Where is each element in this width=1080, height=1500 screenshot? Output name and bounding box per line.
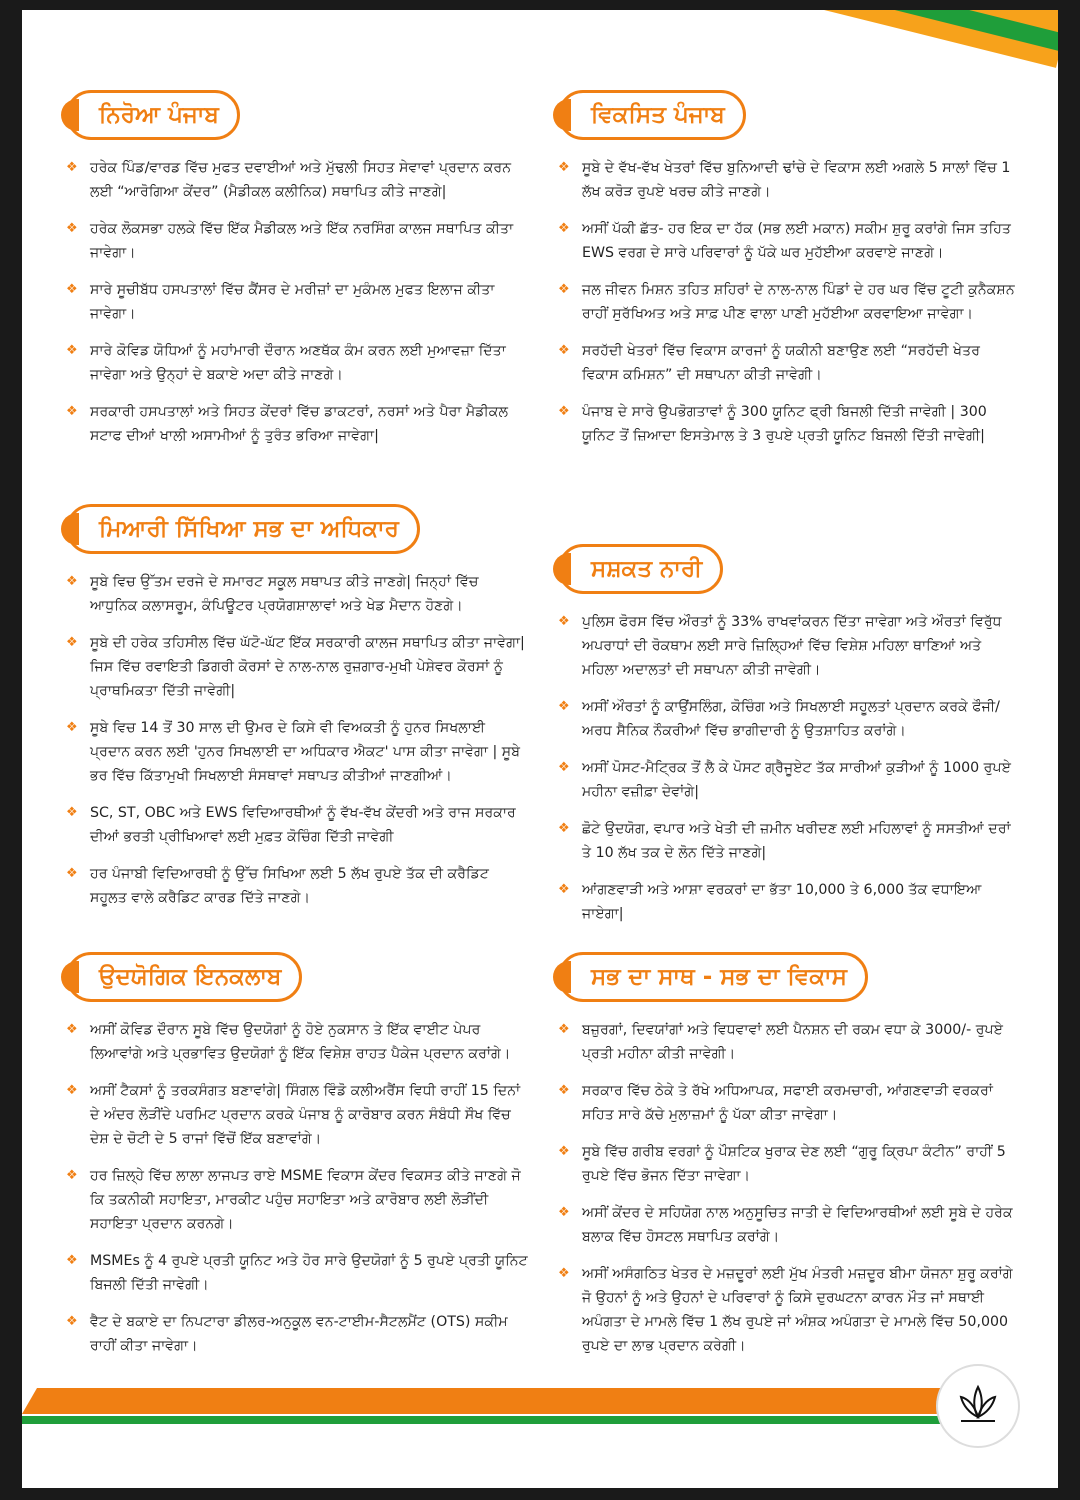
list-item-text: ਵੈਟ ਦੇ ਬਕਾਏ ਦਾ ਨਿਪਟਾਰਾ ਡੀਲਰ-ਅਨੁਕੂਲ ਵਨ-ਟਾਈਮ-ਸੈਟਲਮੈਂਟ (OTS) ਸਕੀਮ ਰਾਹੀਂ ਕੀਤਾ ਜਾਵੇਗਾ। xyxy=(90,1314,508,1354)
list-item xyxy=(558,1140,1020,1188)
diamond-bullet-icon: ❖ xyxy=(558,614,570,629)
list-item-text: ਸਰਕਾਰੀ ਹਸਪਤਾਲਾਂ ਅਤੇ ਸਿਹਤ ਕੇਂਦਰਾਂ ਵਿੱਚ ਡਾਕਟਰਾਂ, ਨਰਸਾਂ ਅਤੇ ਪੈਰਾ ਮੈਡੀਕਲ ਸਟਾਫ ਦੀਆਂ ਖਾਲੀ ਅਸਾਮੀਆਂ ਨੂੰ ਤੁਰੰਤ ਭਰਿਆ ਜਾਵੇਗਾ| xyxy=(90,404,509,444)
list-item xyxy=(66,217,528,265)
list-item xyxy=(66,339,528,387)
diamond-bullet-icon: ❖ xyxy=(66,160,78,175)
diamond-bullet-icon: ❖ xyxy=(558,760,570,775)
list-item-text: ਜਲ ਜੀਵਨ ਮਿਸ਼ਨ ਤਹਿਤ ਸ਼ਹਿਰਾਂ ਦੇ ਨਾਲ-ਨਾਲ ਪਿੰਡਾਂ ਦੇ ਹਰ ਘਰ ਵਿੱਚ ਟੂਟੀ ਕੁਨੈਕਸ਼ਨ ਰਾਹੀਂ ਸੁਰੱਖਿਅਤ ਅਤੇ ਸਾਫ਼ ਪੀਣ ਵਾਲਾ ਪਾਣੀ ਮੁਹੱਈਆ ਕਰਵਾਇਆ ਜਾਵੇਗਾ। xyxy=(582,282,1015,322)
item-list xyxy=(66,156,528,448)
list-item-text: ਹਰ ਪੰਜਾਬੀ ਵਿਦਿਆਰਥੀ ਨੂੰ ਉੱਚ ਸਿਖਿਆ ਲਈ 5 ਲੱਖ ਰੁਪਏ ਤੱਕ ਦੀ ਕਰੈਡਿਟ ਸਹੂਲਤ ਵਾਲੇ ਕਰੈਡਿਟ ਕਾਰਡ ਦਿੱਤੇ ਜਾਣਗੇ। xyxy=(90,866,489,906)
diamond-bullet-icon: ❖ xyxy=(66,1022,78,1037)
diamond-bullet-icon: ❖ xyxy=(66,1253,78,1268)
list-item xyxy=(558,278,1020,326)
list-item-text: ਪੁਲਿਸ ਫੋਰਸ ਵਿੱਚ ਔਰਤਾਂ ਨੂੰ 33% ਰਾਖਵਾਂਕਰਨ ਦਿੱਤਾ ਜਾਵੇਗਾ ਅਤੇ ਔਰਤਾਂ ਵਿਰੁੱਧ ਅਪਰਾਧਾਂ ਦੀ ਰੋਕਥਾਮ ਲਈ ਸਾਰੇ ਜ਼ਿਲ੍ਹਿਆਂ ਵਿੱਚ ਵਿਸ਼ੇਸ਼ ਮਹਿਲਾ ਥਾਣਿਆਂ ਅਤੇ ਮਹਿਲਾ ਅਦਾਲਤਾਂ ਦੀ ਸਥਾਪਨਾ ਕੀਤੀ ਜਾਵੇਗੀ। xyxy=(582,614,1002,678)
list-item-text: ਸਾਰੇ ਕੋਵਿਡ ਯੋਧਿਆਂ ਨੂੰ ਮਹਾਂਮਾਰੀ ਦੌਰਾਨ ਅਣਥੱਕ ਕੰਮ ਕਰਨ ਲਈ ਮੁਆਵਜ਼ਾ ਦਿੱਤਾ ਜਾਵੇਗਾ ਅਤੇ ਉਨ੍ਹਾਂ ਦੇ ਬਕਾਏ ਅਦਾ ਕੀਤੇ ਜਾਣਗੇ। xyxy=(90,343,506,383)
section-title: ਨਿਰੋਆ ਪੰਜਾਬ xyxy=(66,90,240,140)
list-item-text: ਹਰ ਜ਼ਿਲ੍ਹੇ ਵਿੱਚ ਲਾਲਾ ਲਾਜਪਤ ਰਾਏ MSME ਵਿਕਾਸ ਕੇਂਦਰ ਵਿਕਸਤ ਕੀਤੇ ਜਾਣਗੇ ਜੋ ਕਿ ਤਕਨੀਕੀ ਸਹਾਇਤਾ, ਮਾਰਕੀਟ ਪਹੁੰਚ ਸਹਾਇਤਾ ਅਤੇ ਕਾਰੋਬਾਰ ਲਈ ਲੋੜੀਂਦੀ ਸਹਾਇਤਾ ਪ੍ਰਦਾਨ ਕਰਨਗੇ। xyxy=(90,1168,521,1232)
list-item xyxy=(66,278,528,326)
list-item-text: ਅਸੀਂ ਪੋਸਟ-ਮੈਟ੍ਰਿਕ ਤੋਂ ਲੈ ਕੇ ਪੋਸਟ ਗ੍ਰੈਜੂਏਟ ਤੱਕ ਸਾਰੀਆਂ ਕੁੜੀਆਂ ਨੂੰ 1000 ਰੁਪਏ ਮਹੀਨਾ ਵਜ਼ੀਫ਼ਾ ਦੇਵਾਂਗੇ| xyxy=(582,760,1012,800)
list-item xyxy=(558,695,1020,743)
list-item-text: ਬਜ਼ੁਰਗਾਂ, ਦਿਵਯਾਂਗਾਂ ਅਤੇ ਵਿਧਵਾਵਾਂ ਲਈ ਪੈਨਸ਼ਨ ਦੀ ਰਕਮ ਵਧਾ ਕੇ 3000/- ਰੁਪਏ ਪ੍ਰਤੀ ਮਹੀਨਾ ਕੀਤੀ ਜਾਵੇਗੀ। xyxy=(582,1022,1004,1062)
lotus-icon xyxy=(936,1364,1020,1448)
diamond-bullet-icon: ❖ xyxy=(558,343,570,358)
list-item xyxy=(558,1018,1020,1066)
list-item xyxy=(66,400,528,448)
list-item xyxy=(558,610,1020,682)
section-sikhya xyxy=(66,504,528,923)
section-title: ਸਭ ਦਾ ਸਾਥ - ਸਭ ਦਾ ਵਿਕਾਸ xyxy=(558,952,868,1002)
section-title: ਮਿਆਰੀ ਸਿੱਖਿਆ ਸਭ ਦਾ ਅਧਿਕਾਰ xyxy=(66,504,420,554)
list-item xyxy=(66,570,528,618)
bottom-orange-band xyxy=(22,1388,957,1414)
diamond-bullet-icon: ❖ xyxy=(66,343,78,358)
item-list xyxy=(558,1018,1020,1358)
list-item-text: SC, ST, OBC ਅਤੇ EWS ਵਿਦਿਆਰਥੀਆਂ ਨੂੰ ਵੱਖ-ਵੱਖ ਕੇਂਦਰੀ ਅਤੇ ਰਾਜ ਸਰਕਾਰ ਦੀਆਂ ਭਰਤੀ ਪ੍ਰੀਖਿਆਵਾਂ ਲਈ ਮੁਫ਼ਤ ਕੋਚਿੰਗ ਦਿੱਤੀ ਜਾਵੇਗੀ xyxy=(90,805,516,845)
diamond-bullet-icon: ❖ xyxy=(558,221,570,236)
list-item xyxy=(558,817,1020,865)
list-item xyxy=(558,1079,1020,1127)
section-saath xyxy=(558,952,1020,1371)
list-item xyxy=(558,756,1020,804)
list-item xyxy=(558,400,1020,448)
diamond-bullet-icon: ❖ xyxy=(558,1266,570,1281)
diamond-bullet-icon: ❖ xyxy=(66,720,78,735)
list-item xyxy=(66,631,528,703)
list-item xyxy=(558,217,1020,265)
list-item-text: ਸੂਬੇ ਦੀ ਹਰੇਕ ਤਹਿਸੀਲ ਵਿੱਚ ਘੱਟੋ-ਘੱਟ ਇੱਕ ਸਰਕਾਰੀ ਕਾਲਜ ਸਥਾਪਿਤ ਕੀਤਾ ਜਾਵੇਗਾ| ਜਿਸ ਵਿੱਚ ਰਵਾਇਤੀ ਡਿਗਰੀ ਕੋਰਸਾਂ ਦੇ ਨਾਲ-ਨਾਲ ਰੁਜ਼ਗਾਰ-ਮੁਖੀ ਪੇਸ਼ੇਵਰ ਕੋਰਸਾਂ ਨੂੰ ਪ੍ਰਾਥਮਿਕਤਾ ਦਿੱਤੀ ਜਾਵੇਗੀ| xyxy=(90,635,525,699)
list-item-text: ਸੂਬੇ ਵਿਚ ਉੱਤਮ ਦਰਜੇ ਦੇ ਸਮਾਰਟ ਸਕੂਲ ਸਥਾਪਤ ਕੀਤੇ ਜਾਣਗੇ| ਜਿਨ੍ਹਾਂ ਵਿੱਚ ਆਧੁਨਿਕ ਕਲਾਸਰੂਮ, ਕੰਪਿਊਟਰ ਪ੍ਰਯੋਗਸ਼ਾਲਾਵਾਂ ਅਤੇ ਖੇਡ ਮੈਦਾਨ ਹੋਣਗੇ। xyxy=(90,574,479,614)
section-title: ਸਸ਼ਕਤ ਨਾਰੀ xyxy=(558,544,723,594)
diamond-bullet-icon: ❖ xyxy=(558,160,570,175)
list-item-text: ਅਸੀਂ ਟੈਕਸਾਂ ਨੂੰ ਤਰਕਸੰਗਤ ਬਣਾਵਾਂਗੇ| ਸਿੰਗਲ ਵਿੰਡੋ ਕਲੀਅਰੈਂਸ ਵਿਧੀ ਰਾਹੀਂ 15 ਦਿਨਾਂ ਦੇ ਅੰਦਰ ਲੋੜੀਂਦੇ ਪਰਮਿਟ ਪ੍ਰਦਾਨ ਕਰਕੇ ਪੰਜਾਬ ਨੂੰ ਕਾਰੋਬਾਰ ਕਰਨ ਸੰਬੰਧੀ ਸੌਖ ਵਿੱਚ ਦੇਸ਼ ਦੇ ਚੋਟੀ ਦੇ 5 ਰਾਜਾਂ ਵਿੱਚੋਂ ਇੱਕ ਬਣਾਵਾਂਗੇ। xyxy=(90,1083,521,1147)
diamond-bullet-icon: ❖ xyxy=(66,1083,78,1098)
list-item-text: ਅਸੀਂ ਕੇਂਦਰ ਦੇ ਸਹਿਯੋਗ ਨਾਲ ਅਨੁਸੂਚਿਤ ਜਾਤੀ ਦੇ ਵਿਦਿਆਰਥੀਆਂ ਲਈ ਸੂਬੇ ਦੇ ਹਰੇਕ ਬਲਾਕ ਵਿੱਚ ਹੋਸਟਲ ਸਥਾਪਿਤ ਕਰਾਂਗੇ। xyxy=(582,1205,1013,1245)
bottom-green-band xyxy=(22,1416,942,1424)
item-list xyxy=(558,156,1020,448)
list-item xyxy=(66,1164,528,1236)
diamond-bullet-icon: ❖ xyxy=(558,282,570,297)
list-item xyxy=(66,156,528,204)
list-item-text: ਅਸੀਂ ਪੱਕੀ ਛੱਤ- ਹਰ ਇਕ ਦਾ ਹੱਕ (ਸਭ ਲਈ ਮਕਾਨ) ਸਕੀਮ ਸ਼ੁਰੂ ਕਰਾਂਗੇ ਜਿਸ ਤਹਿਤ EWS ਵਰਗ ਦੇ ਸਾਰੇ ਪਰਿਵਾਰਾਂ ਨੂੰ ਪੱਕੇ ਘਰ ਮੁਹੱਈਆ ਕਰਵਾਏ ਜਾਣਗੇ। xyxy=(582,221,1011,261)
list-item-text: ਸਾਰੇ ਸੂਚੀਬੱਧ ਹਸਪਤਾਲਾਂ ਵਿੱਚ ਕੈਂਸਰ ਦੇ ਮਰੀਜ਼ਾਂ ਦਾ ਮੁਕੰਮਲ ਮੁਫਤ ਇਲਾਜ ਕੀਤਾ ਜਾਵੇਗਾ। xyxy=(90,282,495,322)
list-item xyxy=(558,1262,1020,1358)
list-item xyxy=(558,156,1020,204)
diamond-bullet-icon: ❖ xyxy=(66,1314,78,1329)
list-item xyxy=(66,1079,528,1151)
list-item-text: ਹਰੇਕ ਲੋਕਸਭਾ ਹਲਕੇ ਵਿੱਚ ਇੱਕ ਮੈਡੀਕਲ ਅਤੇ ਇੱਕ ਨਰਸਿੰਗ ਕਾਲਜ ਸਥਾਪਿਤ ਕੀਤਾ ਜਾਵੇਗਾ। xyxy=(90,221,514,261)
list-item-text: ਸਰਹੱਦੀ ਖੇਤਰਾਂ ਵਿੱਚ ਵਿਕਾਸ ਕਾਰਜਾਂ ਨੂੰ ਯਕੀਨੀ ਬਣਾਉਣ ਲਈ “ਸਰਹੱਦੀ ਖੇਤਰ ਵਿਕਾਸ ਕਮਿਸ਼ਨ” ਦੀ ਸਥਾਪਨਾ ਕੀਤੀ ਜਾਵੇਗੀ। xyxy=(582,343,981,383)
list-item-text: ਹਰੇਕ ਪਿੰਡ/ਵਾਰਡ ਵਿੱਚ ਮੁਫਤ ਦਵਾਈਆਂ ਅਤੇ ਮੁੱਢਲੀ ਸਿਹਤ ਸੇਵਾਵਾਂ ਪ੍ਰਦਾਨ ਕਰਨ ਲਈ “ਆਰੋਗਿਆ ਕੇਂਦਰ” (ਮੈਡੀਕਲ ਕਲੀਨਿਕ) ਸਥਾਪਿਤ ਕੀਤੇ ਜਾਣਗੇ| xyxy=(90,160,512,200)
section-nirogya xyxy=(66,90,528,461)
diamond-bullet-icon: ❖ xyxy=(66,635,78,650)
item-list xyxy=(66,570,528,910)
manifesto-page xyxy=(22,10,1058,1488)
list-item-text: ਸੂਬੇ ਦੇ ਵੱਖ-ਵੱਖ ਖੇਤਰਾਂ ਵਿੱਚ ਬੁਨਿਆਦੀ ਢਾਂਚੇ ਦੇ ਵਿਕਾਸ ਲਈ ਅਗਲੇ 5 ਸਾਲਾਂ ਵਿੱਚ 1 ਲੱਖ ਕਰੋੜ ਰੁਪਏ ਖਰਚ ਕੀਤੇ ਜਾਣਗੇ। xyxy=(582,160,1011,200)
list-item-text: MSMEs ਨੂੰ 4 ਰੁਪਏ ਪ੍ਰਤੀ ਯੂਨਿਟ ਅਤੇ ਹੋਰ ਸਾਰੇ ਉਦਯੋਗਾਂ ਨੂੰ 5 ਰੁਪਏ ਪ੍ਰਤੀ ਯੂਨਿਟ ਬਿਜਲੀ ਦਿੱਤੀ ਜਾਵੇਗੀ। xyxy=(90,1253,528,1293)
list-item xyxy=(66,716,528,788)
diamond-bullet-icon: ❖ xyxy=(558,404,570,419)
diamond-bullet-icon: ❖ xyxy=(66,574,78,589)
diamond-bullet-icon: ❖ xyxy=(66,805,78,820)
section-title: ਉਦਯੋਗਿਕ ਇਨਕਲਾਬ xyxy=(66,952,302,1002)
list-item xyxy=(66,1310,528,1358)
list-item xyxy=(66,1018,528,1066)
list-item-text: ਸਰਕਾਰ ਵਿੱਚ ਠੇਕੇ ਤੇ ਰੱਖੇ ਅਧਿਆਪਕ, ਸਫਾਈ ਕਰਮਚਾਰੀ, ਆਂਗਣਵਾੜੀ ਵਰਕਰਾਂ ਸਹਿਤ ਸਾਰੇ ਕੱਚੇ ਮੁਲਾਜ਼ਮਾਂ ਨੂੰ ਪੱਕਾ ਕੀਤਾ ਜਾਵੇਗਾ। xyxy=(582,1083,993,1123)
list-item-text: ਅਸੀਂ ਕੋਵਿਡ ਦੌਰਾਨ ਸੂਬੇ ਵਿੱਚ ਉਦਯੋਗਾਂ ਨੂੰ ਹੋਏ ਨੁਕਸਾਨ ਤੇ ਇੱਕ ਵਾਈਟ ਪੇਪਰ ਲਿਆਵਾਂਗੇ ਅਤੇ ਪ੍ਰਭਾਵਿਤ ਉਦਯੋਗਾਂ ਨੂੰ ਇੱਕ ਵਿਸ਼ੇਸ਼ ਰਾਹਤ ਪੈਕੇਜ ਪ੍ਰਦਾਨ ਕਰਾਂਗੇ। xyxy=(90,1022,511,1062)
list-item-text: ਅਸੀਂ ਔਰਤਾਂ ਨੂੰ ਕਾਉਂਸਲਿੰਗ, ਕੋਚਿੰਗ ਅਤੇ ਸਿਖਲਾਈ ਸਹੂਲਤਾਂ ਪ੍ਰਦਾਨ ਕਰਕੇ ਫੌਜੀ/ਅਰਧ ਸੈਨਿਕ ਨੌਕਰੀਆਂ ਵਿੱਚ ਭਾਗੀਦਾਰੀ ਨੂੰ ਉਤਸ਼ਾਹਿਤ ਕਰਾਂਗੇ। xyxy=(582,699,1000,739)
section-viksit xyxy=(558,90,1020,461)
section-title: ਵਿਕਸਿਤ ਪੰਜਾਬ xyxy=(558,90,746,140)
diamond-bullet-icon: ❖ xyxy=(558,882,570,897)
diamond-bullet-icon: ❖ xyxy=(66,404,78,419)
diamond-bullet-icon: ❖ xyxy=(66,221,78,236)
list-item-text: ਪੰਜਾਬ ਦੇ ਸਾਰੇ ਉਪਭੋਗਤਾਵਾਂ ਨੂੰ 300 ਯੂਨਿਟ ਫ੍ਰੀ ਬਿਜਲੀ ਦਿੱਤੀ ਜਾਵੇਗੀ | 300 ਯੂਨਿਟ ਤੋਂ ਜ਼ਿਆਦਾ ਇਸਤੇਮਾਲ ਤੇ 3 ਰੁਪਏ ਪ੍ਰਤੀ ਯੂਨਿਟ ਬਿਜਲੀ ਦਿੱਤੀ ਜਾਵੇਗੀ| xyxy=(582,404,987,444)
list-item-text: ਅਸੀਂ ਅਸੰਗਠਿਤ ਖੇਤਰ ਦੇ ਮਜ਼ਦੂਰਾਂ ਲਈ ਮੁੱਖ ਮੰਤਰੀ ਮਜ਼ਦੂਰ ਬੀਮਾ ਯੋਜਨਾ ਸ਼ੁਰੂ ਕਰਾਂਗੇ ਜੋ ਉਹਨਾਂ ਨੂੰ ਅਤੇ ਉਹਨਾਂ ਦੇ ਪਰਿਵਾਰਾਂ ਨੂੰ ਕਿਸੇ ਦੁਰਘਟਨਾ ਕਾਰਨ ਮੌਤ ਜਾਂ ਸਥਾਈ ਅਪੰਗਤਾ ਦੇ ਮਾਮਲੇ ਵਿੱਚ 1 ਲੱਖ ਰੁਪਏ ਜਾਂ ਅੰਸ਼ਕ ਅਪੰਗਤਾ ਦੇ ਮਾਮਲੇ ਵਿੱਚ 50,000 ਰੁਪਏ ਦਾ ਲਾਭ ਪ੍ਰਦਾਨ ਕਰੇਗੀ। xyxy=(582,1266,1013,1354)
diamond-bullet-icon: ❖ xyxy=(66,866,78,881)
diamond-bullet-icon: ❖ xyxy=(558,1022,570,1037)
section-nari xyxy=(558,544,1020,939)
diamond-bullet-icon: ❖ xyxy=(558,1205,570,1220)
diamond-bullet-icon: ❖ xyxy=(66,1168,78,1183)
list-item xyxy=(66,862,528,910)
list-item-text: ਸੂਬੇ ਵਿੱਚ ਗਰੀਬ ਵਰਗਾਂ ਨੂੰ ਪੌਸ਼ਟਿਕ ਖੁਰਾਕ ਦੇਣ ਲਈ “ਗੁਰੂ ਕ੍ਰਿਪਾ ਕੰਟੀਨ” ਰਾਹੀਂ 5 ਰੁਪਏ ਵਿੱਚ ਭੋਜਨ ਦਿੱਤਾ ਜਾਵੇਗਾ। xyxy=(582,1144,1006,1184)
section-udyogik xyxy=(66,952,528,1371)
list-item xyxy=(558,339,1020,387)
list-item-text: ਸੂਬੇ ਵਿਚ 14 ਤੋਂ 30 ਸਾਲ ਦੀ ਉਮਰ ਦੇ ਕਿਸੇ ਵੀ ਵਿਅਕਤੀ ਨੂੰ ਹੁਨਰ ਸਿਖਲਾਈ ਪ੍ਰਦਾਨ ਕਰਨ ਲਈ 'ਹੁਨਰ ਸਿਖਲਾਈ ਦਾ ਅਧਿਕਾਰ ਐਕਟ' ਪਾਸ ਕੀਤਾ ਜਾਵੇਗਾ | ਸੂਬੇ ਭਰ ਵਿੱਚ ਕਿੱਤਾਮੁਖੀ ਸਿਖਲਾਈ ਸੰਸਥਾਵਾਂ ਸਥਾਪਤ ਕੀਤੀਆਂ ਜਾਣਗੀਆਂ। xyxy=(90,720,521,784)
list-item-text: ਆਂਗਣਵਾੜੀ ਅਤੇ ਆਸ਼ਾ ਵਰਕਰਾਂ ਦਾ ਭੱਤਾ 10,000 ਤੇ 6,000 ਤੱਕ ਵਧਾਇਆ ਜਾਏਗਾ| xyxy=(582,882,982,922)
item-list xyxy=(558,610,1020,926)
diamond-bullet-icon: ❖ xyxy=(558,821,570,836)
list-item xyxy=(558,878,1020,926)
diamond-bullet-icon: ❖ xyxy=(558,1144,570,1159)
item-list xyxy=(66,1018,528,1358)
list-item xyxy=(558,1201,1020,1249)
diamond-bullet-icon: ❖ xyxy=(558,1083,570,1098)
diamond-bullet-icon: ❖ xyxy=(558,699,570,714)
list-item xyxy=(66,801,528,849)
diamond-bullet-icon: ❖ xyxy=(66,282,78,297)
list-item xyxy=(66,1249,528,1297)
list-item-text: ਛੋਟੇ ਉਦਯੋਗ, ਵਪਾਰ ਅਤੇ ਖੇਤੀ ਦੀ ਜ਼ਮੀਨ ਖਰੀਦਣ ਲਈ ਮਹਿਲਾਵਾਂ ਨੂੰ ਸਸਤੀਆਂ ਦਰਾਂ ਤੇ 10 ਲੱਖ ਤਕ ਦੇ ਲੋਨ ਦਿੱਤੇ ਜਾਣਗੇ| xyxy=(582,821,1011,861)
